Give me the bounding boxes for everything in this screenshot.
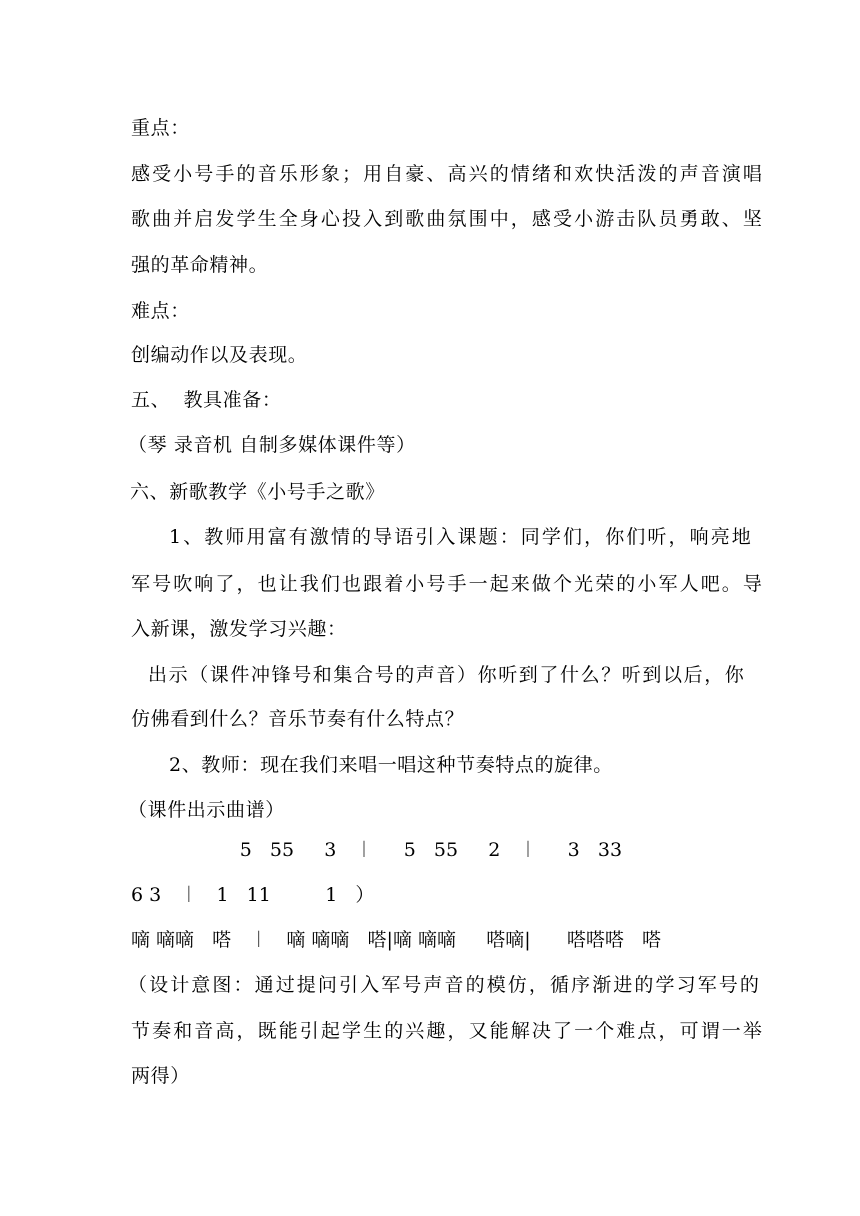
heading-difficulties: 难点： <box>131 300 190 322</box>
key-points-text-line-1: 感受小号手的音乐形象；用自豪、高兴的情绪和欢快活泼的声音演唱 <box>131 163 765 185</box>
show-courseware-line-2: 仿佛看到什么？音乐节奏有什么特点？ <box>131 708 465 730</box>
step-1-line-1: 1、教师用富有激情的导语引入课题：同学们，你们听，响亮地 <box>169 526 753 548</box>
show-courseware-line-1: 出示（课件冲锋号和集合号的声音）你听到了什么？听到以后，你 <box>148 664 746 686</box>
teaching-aids-text: （琴 录音机 自制多媒体课件等） <box>128 434 416 456</box>
onomatopoeia-line: 嘀 嘀嘀 嗒 ︱ 嘀 嘀嘀 嗒|嘀 嘀嘀 嗒嘀| 嗒嗒嗒 嗒 <box>131 929 661 951</box>
step-2-text: 2、教师：现在我们来唱一唱这种节奏特点的旋律。 <box>169 754 613 776</box>
heading-key-points: 重点： <box>131 117 190 139</box>
design-intent-line-1: （设计意图：通过提问引入军号声音的模仿，循序渐进的学习军号的 <box>128 974 762 996</box>
heading-new-song-teaching: 六、新歌教学《小号手之歌》 <box>130 481 385 503</box>
notation-line-2: 6 3 ︱ 1 11 1 ） <box>131 884 375 906</box>
design-intent-line-3: 两得） <box>131 1065 190 1087</box>
step-1-line-3: 入新课，激发学习兴趣： <box>131 618 347 640</box>
key-points-text-line-3: 强的革命精神。 <box>131 254 269 276</box>
step-1-line-2: 军号吹响了，也让我们也跟着小号手一起来做个光荣的小军人吧。导 <box>131 573 765 595</box>
difficulties-text: 创编动作以及表现。 <box>131 344 308 366</box>
notation-line-1: 5 55 3 ︱ 5 55 2 ︱ 3 33 <box>131 839 623 861</box>
design-intent-line-2: 节奏和音高，既能引起学生的兴趣，又能解决了一个难点，可谓一举 <box>131 1020 765 1042</box>
courseware-score-note: （课件出示曲谱） <box>128 799 285 821</box>
heading-teaching-aids: 五、 教具准备： <box>131 389 282 411</box>
key-points-text-line-2: 歌曲并启发学生全身心投入到歌曲氛围中，感受小游击队员勇敢、坚 <box>131 208 765 230</box>
